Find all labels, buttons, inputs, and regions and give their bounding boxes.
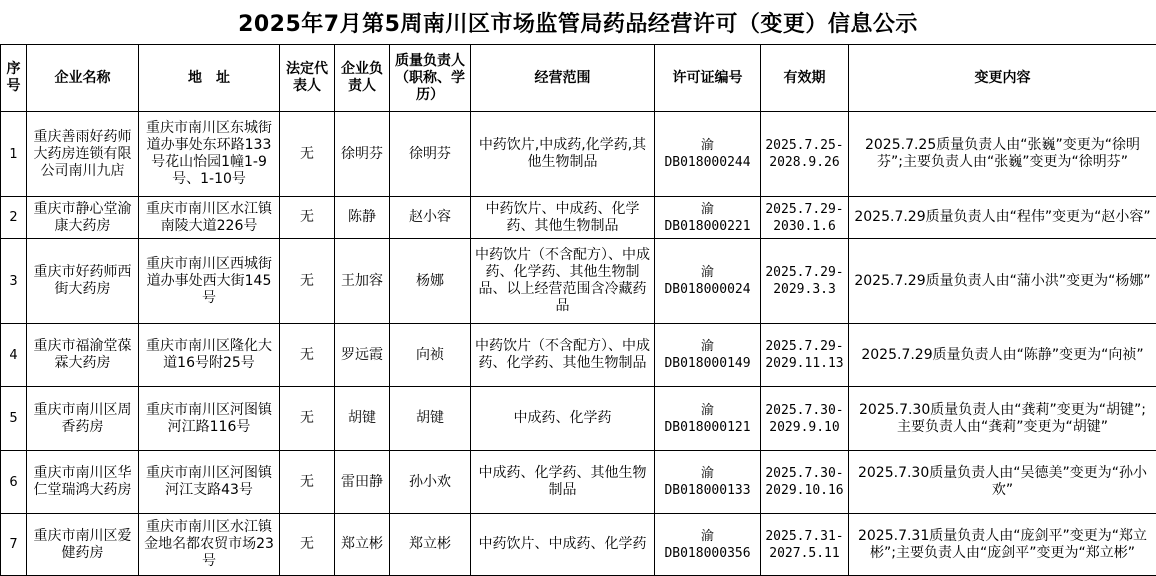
row-quality-manager: 向祯 xyxy=(390,324,471,387)
table-row xyxy=(1,112,1156,197)
row-company-name: 重庆市福渝堂葆霖大药房 xyxy=(27,324,139,387)
row-validity: 2025.7.30-2029.10.16 xyxy=(761,451,849,514)
row-legal-rep: 无 xyxy=(280,239,335,324)
row-no: 2 xyxy=(1,197,27,239)
row-manager: 王加容 xyxy=(335,239,390,324)
header-name: 企业名称 xyxy=(27,45,139,112)
table-row xyxy=(1,514,1156,576)
header-license: 许可证编号 xyxy=(655,45,761,112)
row-address: 重庆市南川区水江镇南陵大道226号 xyxy=(139,197,280,239)
row-validity: 2025.7.30-2029.9.10 xyxy=(761,387,849,451)
header-legal: 法定代表人 xyxy=(280,45,335,112)
table-row xyxy=(1,387,1156,451)
row-manager: 罗远霞 xyxy=(335,324,390,387)
row-legal-rep: 无 xyxy=(280,324,335,387)
row-legal-rep: 无 xyxy=(280,451,335,514)
header-scope: 经营范围 xyxy=(471,45,655,112)
row-change: 2025.7.30质量负责人由“龚莉”变更为“胡键”;主要负责人由“龚莉”变更为“胡键” xyxy=(849,387,1156,451)
row-company-name: 重庆市南川区周香药房 xyxy=(27,387,139,451)
row-no: 7 xyxy=(1,514,27,576)
row-scope: 中药饮片（不含配方）、中成药、化学药、其他生物制品 xyxy=(471,324,655,387)
row-quality-manager: 孙小欢 xyxy=(390,451,471,514)
row-license: 渝DB018000356 xyxy=(655,514,761,576)
row-quality-manager: 杨娜 xyxy=(390,239,471,324)
row-validity: 2025.7.29-2029.3.3 xyxy=(761,239,849,324)
row-validity: 2025.7.29-2029.11.13 xyxy=(761,324,849,387)
row-manager: 郑立彬 xyxy=(335,514,390,576)
row-address: 重庆市南川区隆化大道16号附25号 xyxy=(139,324,280,387)
row-quality-manager: 郑立彬 xyxy=(390,514,471,576)
row-scope: 中成药、化学药 xyxy=(471,387,655,451)
row-manager: 雷田静 xyxy=(335,451,390,514)
row-company-name: 重庆市南川区爱健药房 xyxy=(27,514,139,576)
row-legal-rep: 无 xyxy=(280,112,335,197)
row-company-name: 重庆市静心堂渝康大药房 xyxy=(27,197,139,239)
row-scope: 中药饮片、中成药、化学药 xyxy=(471,514,655,576)
row-address: 重庆市南川区东城街道办事处东环路133号花山怡园1幢1-9号、1-10号 xyxy=(139,112,280,197)
row-manager: 胡键 xyxy=(335,387,390,451)
table-row xyxy=(1,324,1156,387)
row-no: 6 xyxy=(1,451,27,514)
page-title: 2025年7月第5周南川区市场监管局药品经营许可（变更）信息公示 xyxy=(0,0,1156,45)
row-address: 重庆市南川区河图镇河江路116号 xyxy=(139,387,280,451)
table-row xyxy=(1,197,1156,239)
row-manager: 陈静 xyxy=(335,197,390,239)
row-company-name: 重庆市好药师西街大药房 xyxy=(27,239,139,324)
row-license: 渝DB018000221 xyxy=(655,197,761,239)
row-change: 2025.7.30质量负责人由“吴德美”变更为“孙小欢” xyxy=(849,451,1156,514)
row-license: 渝DB018000133 xyxy=(655,451,761,514)
row-scope: 中成药、化学药、其他生物制品 xyxy=(471,451,655,514)
row-manager: 徐明芬 xyxy=(335,112,390,197)
table-row xyxy=(1,451,1156,514)
row-license: 渝DB018000024 xyxy=(655,239,761,324)
row-validity: 2025.7.29-2030.1.6 xyxy=(761,197,849,239)
row-license: 渝DB018000121 xyxy=(655,387,761,451)
row-no: 1 xyxy=(1,112,27,197)
row-company-name: 重庆善雨好药师大药房连锁有限公司南川九店 xyxy=(27,112,139,197)
license-table xyxy=(0,44,1156,576)
row-quality-manager: 徐明芬 xyxy=(390,112,471,197)
row-legal-rep: 无 xyxy=(280,197,335,239)
row-change: 2025.7.29质量负责人由“蒲小洪”变更为“杨娜” xyxy=(849,239,1156,324)
header-address: 地 址 xyxy=(139,45,280,112)
header-no: 序号 xyxy=(1,45,27,112)
row-address: 重庆市南川区水江镇金地名都农贸市场23号 xyxy=(139,514,280,576)
row-quality-manager: 胡键 xyxy=(390,387,471,451)
header-row xyxy=(1,45,1156,112)
row-legal-rep: 无 xyxy=(280,514,335,576)
row-change: 2025.7.31质量负责人由“庞剑平”变更为“郑立彬”;主要负责人由“庞剑平”变更为“郑立彬” xyxy=(849,514,1156,576)
row-no: 5 xyxy=(1,387,27,451)
row-change: 2025.7.29质量负责人由“陈静”变更为“向祯” xyxy=(849,324,1156,387)
row-license: 渝DB018000149 xyxy=(655,324,761,387)
row-validity: 2025.7.25-2028.9.26 xyxy=(761,112,849,197)
row-address: 重庆市南川区西城街道办事处西大街145号 xyxy=(139,239,280,324)
header-valid: 有效期 xyxy=(761,45,849,112)
header-change: 变更内容 xyxy=(849,45,1156,112)
row-scope: 中药饮片（不含配方）、中成药、化学药、其他生物制品、以上经营范围含冷藏药品 xyxy=(471,239,655,324)
row-scope: 中药饮片,中成药,化学药,其他生物制品 xyxy=(471,112,655,197)
row-legal-rep: 无 xyxy=(280,387,335,451)
row-license: 渝DB018000244 xyxy=(655,112,761,197)
table-row xyxy=(1,239,1156,324)
row-no: 4 xyxy=(1,324,27,387)
row-scope: 中药饮片、中成药、化学药、其他生物制品 xyxy=(471,197,655,239)
row-validity: 2025.7.31-2027.5.11 xyxy=(761,514,849,576)
row-address: 重庆市南川区河图镇河江支路43号 xyxy=(139,451,280,514)
header-manager: 企业负责人 xyxy=(335,45,390,112)
row-no: 3 xyxy=(1,239,27,324)
header-quality: 质量负责人（职称、学历） xyxy=(390,45,471,112)
row-quality-manager: 赵小容 xyxy=(390,197,471,239)
row-company-name: 重庆市南川区华仁堂瑞鸿大药房 xyxy=(27,451,139,514)
row-change: 2025.7.29质量负责人由“程伟”变更为“赵小容” xyxy=(849,197,1156,239)
row-change: 2025.7.25质量负责人由“张巍”变更为“徐明芬”;主要负责人由“张巍”变更为“徐明芬” xyxy=(849,112,1156,197)
